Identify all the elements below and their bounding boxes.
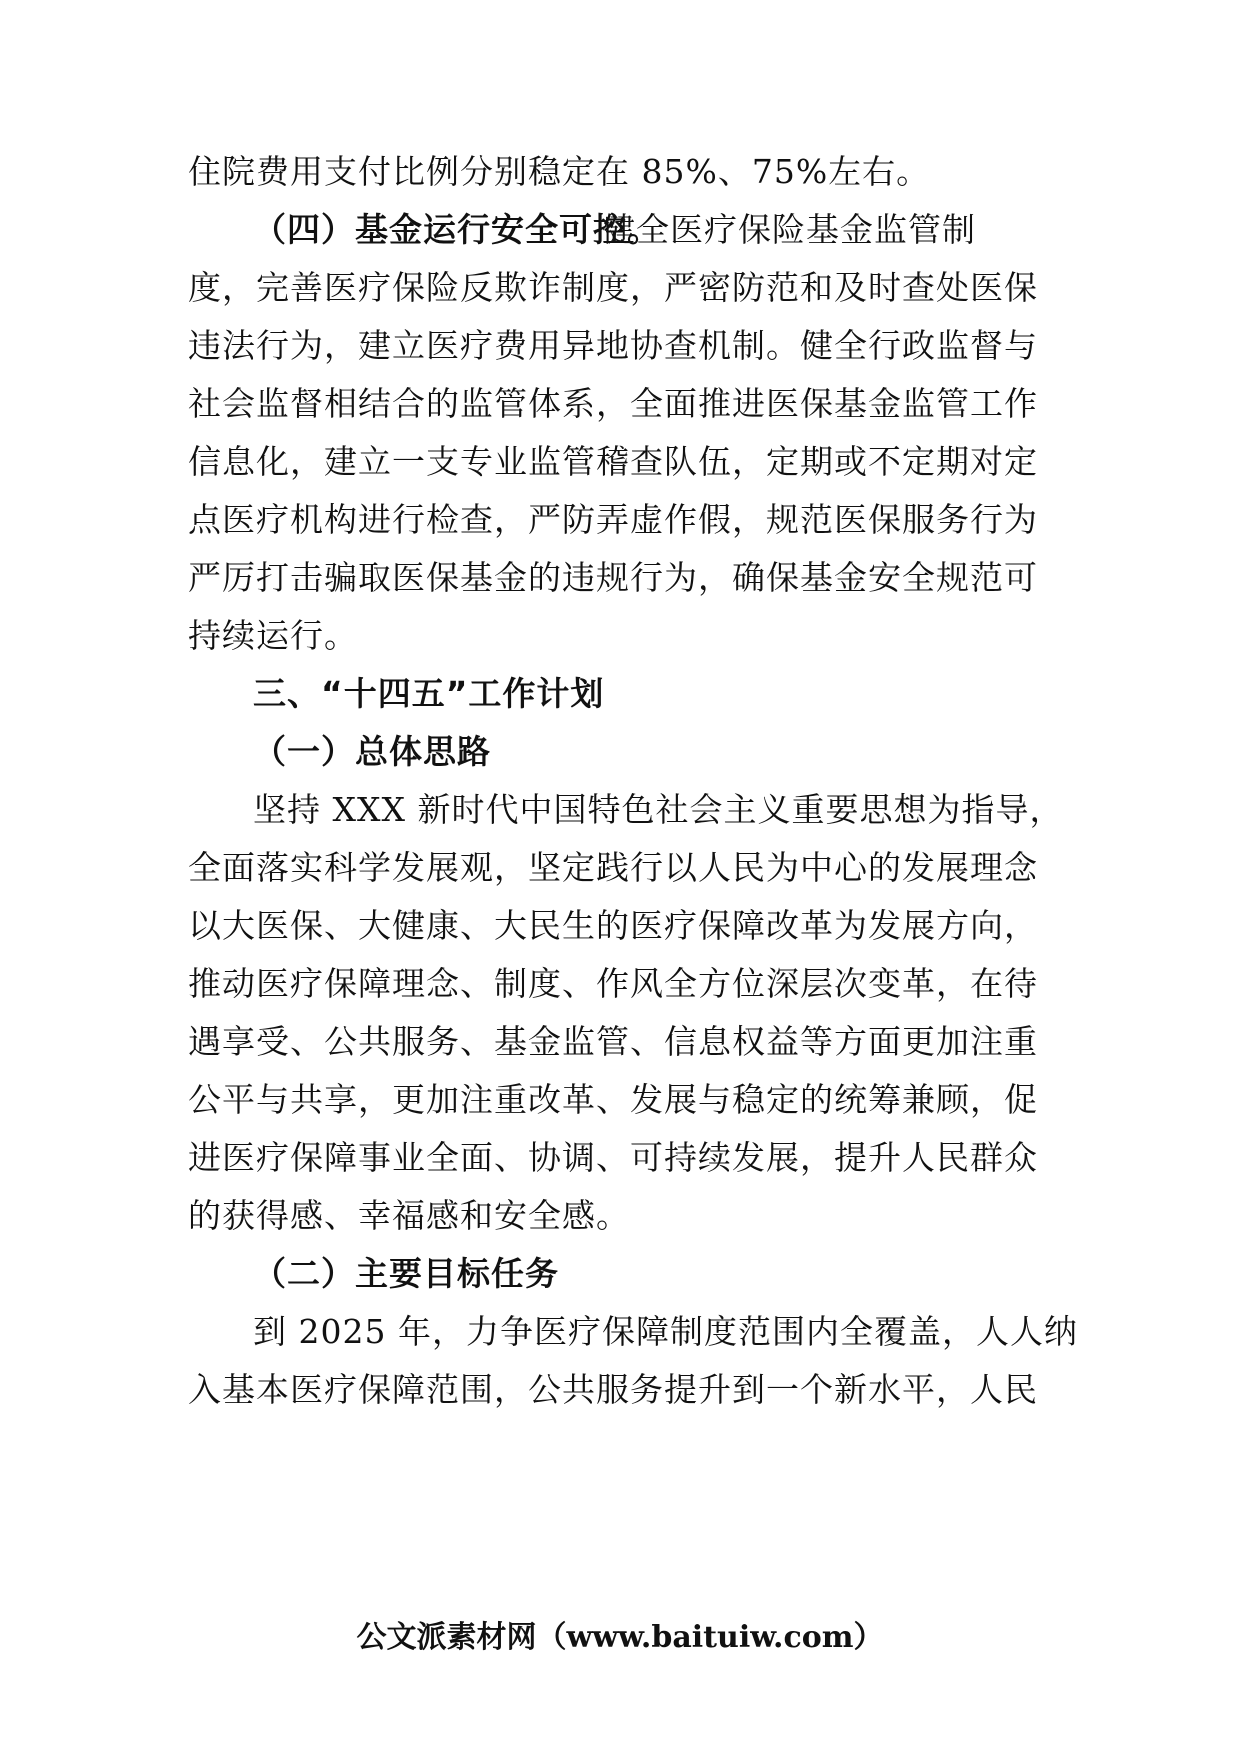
section-heading: （二）主要目标任务 [253,1254,559,1293]
body-line: 入基本医疗保障范围，公共服务提升到一个新水平，人民 [188,1370,1038,1409]
body-line: 信息化，建立一支专业监管稽查队伍，定期或不定期对定 [188,442,1038,481]
body-line: 持续运行。 [188,616,358,655]
body-line: 点医疗机构进行检查，严防弄虚作假，规范医保服务行为 [188,500,1038,539]
body-line: 严厉打击骗取医保基金的违规行为，确保基金安全规范可 [188,558,1038,597]
body-line: 推动医疗保障理念、制度、作风全方位深层次变革，在待 [188,964,1038,1003]
body-line: 的获得感、幸福感和安全感。 [188,1196,630,1235]
body-line: 健全医疗保险基金监管制 [602,210,976,249]
body-line: 全面落实科学发展观，坚定践行以人民为中心的发展理念 [188,848,1038,887]
body-line: 坚持 XXX 新时代中国特色社会主义重要思想为指导， [253,790,1064,829]
body-line: 遇享受、公共服务、基金监管、信息权益等方面更加注重 [188,1022,1038,1061]
body-line: 进医疗保障事业全面、协调、可持续发展，提升人民群众 [188,1138,1038,1177]
chapter-heading: 三、“十四五”工作计划 [253,674,605,713]
body-line: 违法行为，建立医疗费用异地协查机制。健全行政监督与 [188,326,1038,365]
body-line: 公平与共享，更加注重改革、发展与稳定的统筹兼顾，促 [188,1080,1038,1119]
section-heading: （一）总体思路 [253,732,491,771]
footer-watermark: 公文派素材网（www.baituiw.com） [356,1620,884,1655]
body-line: 社会监督相结合的监管体系，全面推进医保基金监管工作 [188,384,1038,423]
body-line: 以大医保、大健康、大民生的医疗保障改革为发展方向， [188,906,1038,945]
section-heading: （四）基金运行安全可控。 [253,210,661,249]
body-line: 住院费用支付比例分别稳定在 85%、75%左右。 [188,152,931,191]
body-line: 度，完善医疗保险反欺诈制度，严密防范和及时查处医保 [188,268,1038,307]
body-line: 到 2025 年，力争医疗保障制度范围内全覆盖，人人纳 [253,1312,1078,1351]
